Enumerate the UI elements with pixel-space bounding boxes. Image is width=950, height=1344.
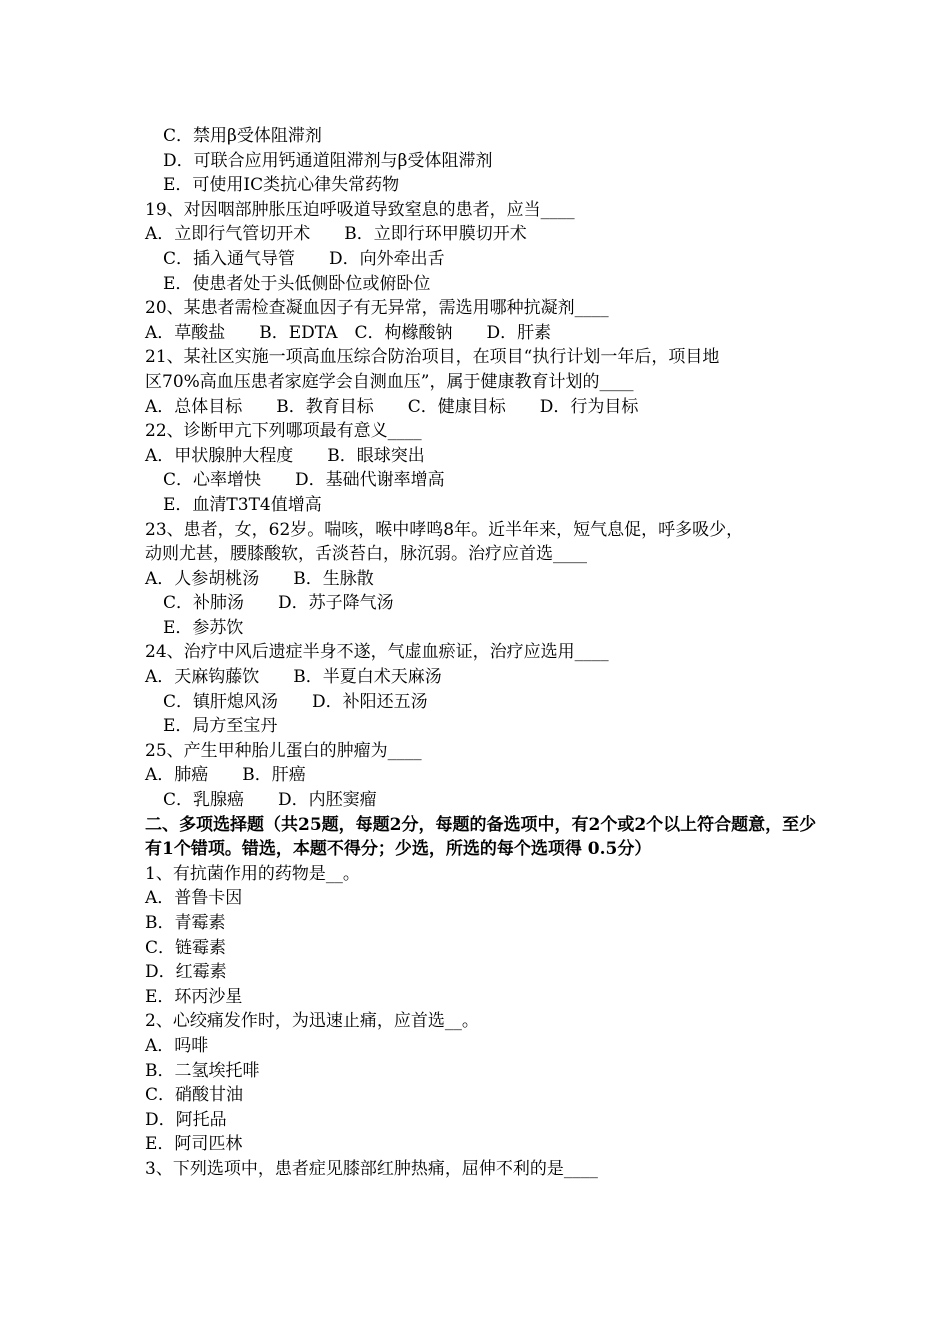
text-line: C．镇肝熄风汤 D．补阳还五汤: [163, 691, 428, 712]
text-line: 2、心绞痛发作时，为迅速止痛，应首选__。: [145, 1011, 479, 1032]
text-line: 25、产生甲种胎儿蛋白的肿瘤为____: [145, 740, 422, 761]
text-line: E．参苏饮: [163, 617, 244, 638]
text-line: B．二氢埃托啡: [145, 1060, 260, 1081]
section-heading: 二、多项选择题（共25题，每题2分，每题的备选项中，有2个或2个以上符合题意，至少有1个错项。错选，本题不得分；少选，所选的每个选项得 0.5分）: [145, 814, 817, 860]
text-line: A．天麻钩藤饮 B．半夏白术天麻汤: [145, 667, 442, 688]
document-body: [145, 124, 825, 1182]
text-line: B．青霉素: [145, 913, 226, 933]
text-line: 21、某社区实施一项高血压综合防治项目，在项目“执行计划一年后，项目地: [145, 347, 720, 368]
text-line: A．草酸盐 B．EDTA C．枸橼酸钠 D．肝素: [145, 322, 552, 343]
text-line: A．总体目标 B．教育目标 C．健康目标 D．行为目标: [145, 396, 639, 417]
text-line: E．局方至宝丹: [163, 716, 278, 737]
text-line: 3、下列选项中，患者症见膝部红肿热痛，屈伸不利的是____: [145, 1158, 598, 1179]
text-line: A．人参胡桃汤 B．生脉散: [145, 568, 374, 589]
text-line: C．心率增快 D．基础代谢率增高: [163, 470, 445, 491]
text-line: C．禁用β受体阻滞剂: [163, 126, 322, 146]
text-line: A．吗啡: [145, 1035, 209, 1056]
text-line: 23、患者，女，62岁。喘咳，喉中哮鸣8年。近半年来，短气息促，呼多吸少，: [145, 519, 744, 540]
text-line: C．链霉素: [145, 937, 227, 958]
text-line: E．阿司匹林: [145, 1134, 243, 1155]
text-line: E．使患者处于头低侧卧位或俯卧位: [163, 273, 431, 294]
text-line: D．红霉素: [145, 962, 227, 983]
text-line: 动则尤甚，腰膝酸软，舌淡苔白，脉沉弱。治疗应首选____: [145, 544, 587, 565]
text-line: 22、诊断甲亢下列哪项最有意义____: [145, 421, 422, 442]
question-block-multiple-choice: [145, 862, 825, 1182]
text-line: A．甲状腺肿大程度 B．眼球突出: [145, 445, 425, 466]
text-line: D．可联合应用钙通道阻滞剂与β受体阻滞剂: [163, 150, 493, 171]
text-line: 1、有抗菌作用的药物是__。: [145, 863, 360, 884]
text-line: A．肺癌 B．肝癌: [145, 765, 306, 786]
text-line: 19、对因咽部肿胀压迫呼吸道导致窒息的患者，应当____: [145, 199, 575, 220]
question-block-single-choice: [145, 124, 825, 813]
text-line: E．可使用IC类抗心律失常药物: [163, 175, 400, 196]
text-line: C．插入通气导管 D．向外牵出舌: [163, 248, 445, 269]
text-line: D．阿托品: [145, 1109, 227, 1130]
text-line: 区70%高血压患者家庭学会自测血压”，属于健康教育计划的____: [145, 371, 634, 392]
text-line: 20、某患者需检查凝血因子有无异常，需选用哪种抗凝剂____: [145, 298, 609, 319]
text-line: E．血清T3T4值增高: [163, 494, 322, 515]
text-line: 24、治疗中风后遗症半身不遂，气虚血瘀证，治疗应选用____: [145, 642, 609, 663]
text-line: A．立即行气管切开术 B．立即行环甲膜切开术: [145, 224, 527, 245]
text-line: C．硝酸甘油: [145, 1085, 244, 1106]
text-line: E．环丙沙星: [145, 986, 243, 1007]
text-line: A．普鲁卡因: [145, 888, 243, 909]
text-line: C．补肺汤 D．苏子降气汤: [163, 593, 394, 614]
text-line: C．乳腺癌 D．内胚窦瘤: [163, 790, 377, 811]
